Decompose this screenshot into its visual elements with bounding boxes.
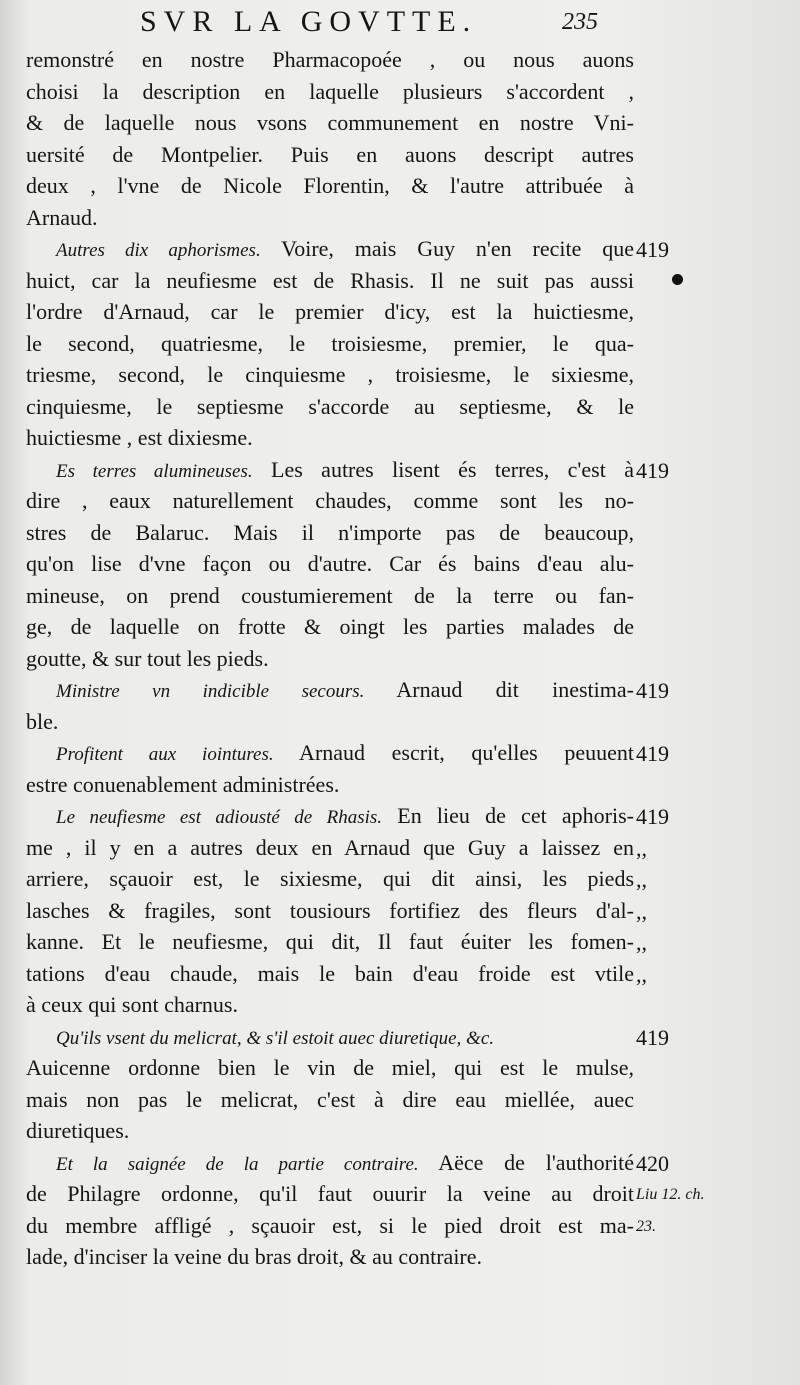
paragraph	[26, 233, 634, 454]
text-line: remonstré en nostre Pharmacopoée , ou nous auons	[26, 47, 634, 72]
text-line: le second, quatriesme, le troisiesme, premier, le qua-	[26, 330, 634, 356]
text-line: lade, d'inciser la veine du bras droit, & au contraire.	[26, 1244, 483, 1269]
margin-note: ,,	[636, 899, 647, 924]
paragraph	[26, 1021, 634, 1147]
text-line: stres de Balaruc. Mais il n'importe pas de beaucoup,	[26, 519, 634, 545]
text-line	[26, 1147, 634, 1179]
page-number: 235	[562, 9, 598, 35]
text-line: uersité de Montpelier. Puis en auons descript autres	[26, 141, 634, 167]
text-line: deux , l'vne de Nicole Florentin, & l'autre attribuée à	[26, 173, 634, 198]
paragraph	[26, 454, 634, 675]
margin-note: 419	[636, 741, 669, 766]
line-text: Arnaud escrit, qu'elles peuuent	[273, 740, 634, 765]
margin-note: 419	[636, 804, 669, 829]
lemma: Qu'ils vsent du melicrat, & s'il estoit auec diuretique, &c.	[56, 1027, 495, 1049]
text-line	[26, 800, 634, 832]
paragraph	[26, 737, 634, 800]
bullet-mark	[672, 274, 683, 285]
text-line: du membre affligé , sçauoir est, si le pied droit est ma-	[26, 1212, 634, 1238]
text-line: arriere, sçauoir est, le sixiesme, qui dit ainsi, les pieds	[26, 866, 634, 891]
margin-note: ,,	[636, 867, 647, 892]
text-line: goutte, & sur tout les pieds.	[26, 645, 269, 671]
paragraph	[26, 674, 634, 737]
paragraph	[26, 800, 634, 1021]
text-line: huict, car la neufiesme est de Rhasis. Il ne suit pas aussi	[26, 267, 634, 293]
text-line: triesme, second, le cinquiesme , troisiesme, le sixiesme,	[26, 362, 634, 387]
text-line	[26, 737, 634, 769]
lemma: Et la saignée de la partie contraire.	[56, 1153, 419, 1175]
text-line: estre conuenablement administrées.	[26, 771, 340, 797]
margin-note: 419	[636, 1025, 669, 1050]
margin-note: 419	[636, 237, 669, 262]
text-line: dire , eaux naturellement chaudes, comme sont les no-	[26, 488, 634, 513]
lemma: Es terres alumineuses.	[56, 460, 253, 482]
text-line: cinquiesme, le septiesme s'accorde au septiesme, & le	[26, 393, 634, 419]
line-text: Aëce de l'authorité	[418, 1149, 634, 1175]
running-title: SVR LA GOVTTE.	[140, 5, 478, 38]
text-line: & de laquelle nous vsons communement en nostre Vni-	[26, 110, 634, 135]
text-line: qu'on lise d'vne façon ou d'autre. Car és bains d'eau alu-	[26, 551, 634, 576]
lemma: Profitent aux iointures.	[56, 744, 274, 765]
margin-note: 420	[636, 1151, 669, 1176]
margin-note: 419	[636, 458, 669, 483]
text-line: de Philagre ordonne, qu'il faut ouurir la veine au droit	[26, 1181, 634, 1206]
text-line: diuretiques.	[26, 1118, 130, 1143]
line-text: Voire, mais Guy n'en recite que	[260, 236, 634, 261]
lemma: Le neufiesme est adiousté de Rhasis.	[56, 807, 383, 828]
margin-note: 419	[636, 678, 669, 703]
text-line: choisi la description en laquelle plusieurs s'accordent ,	[26, 78, 634, 104]
text-line: Arnaud.	[26, 204, 98, 230]
text-line: l'ordre d'Arnaud, car le premier d'icy, est la huictiesme,	[26, 299, 634, 324]
margin-note: Liu 12. ch.	[636, 1186, 705, 1203]
text-line	[26, 1021, 634, 1053]
line-text: Arnaud dit inestima-	[364, 677, 634, 702]
margin-note: ,,	[636, 836, 647, 861]
text-line: ble.	[26, 708, 59, 734]
paragraph	[26, 44, 634, 233]
margin-notes	[636, 0, 800, 1385]
text-line: lasches & fragiles, sont tousiours fortifiez des fleurs d'al-	[26, 897, 634, 923]
text-line: ge, de laquelle on frotte & oingt les parties malades de	[26, 614, 634, 639]
margin-note: 23.	[636, 1218, 656, 1235]
paragraph	[26, 1147, 634, 1273]
lemma: Ministre vn indicible secours.	[56, 681, 365, 702]
text-line: à ceux qui sont charnus.	[26, 992, 238, 1017]
text-body	[26, 44, 634, 1273]
text-line: me , il y en a autres deux en Arnaud que Guy a laissez en	[26, 834, 634, 860]
margin-note: ,,	[636, 962, 647, 987]
line-text: Les autres lisent és terres, c'est à	[252, 456, 634, 482]
text-line: mineuse, on prend coustumierement de la terre ou fan-	[26, 582, 634, 608]
text-line: Auicenne ordonne bien le vin de miel, qui est le mulse,	[26, 1055, 634, 1080]
margin-note: ,,	[636, 930, 647, 955]
text-line	[26, 674, 634, 706]
text-line: mais non pas le melicrat, c'est à dire eau miellée, auec	[26, 1086, 634, 1112]
lemma: Autres dix aphorismes.	[56, 240, 261, 261]
line-text: En lieu de cet aphoris-	[382, 803, 634, 828]
text-line: huictiesme , est dixiesme.	[26, 425, 253, 450]
text-line: tations d'eau chaude, mais le bain d'eau froide est vtile	[26, 960, 634, 986]
text-line	[26, 233, 634, 265]
text-line: kanne. Et le neufiesme, qui dit, Il faut éuiter les fomen-	[26, 929, 634, 954]
text-line	[26, 454, 634, 486]
